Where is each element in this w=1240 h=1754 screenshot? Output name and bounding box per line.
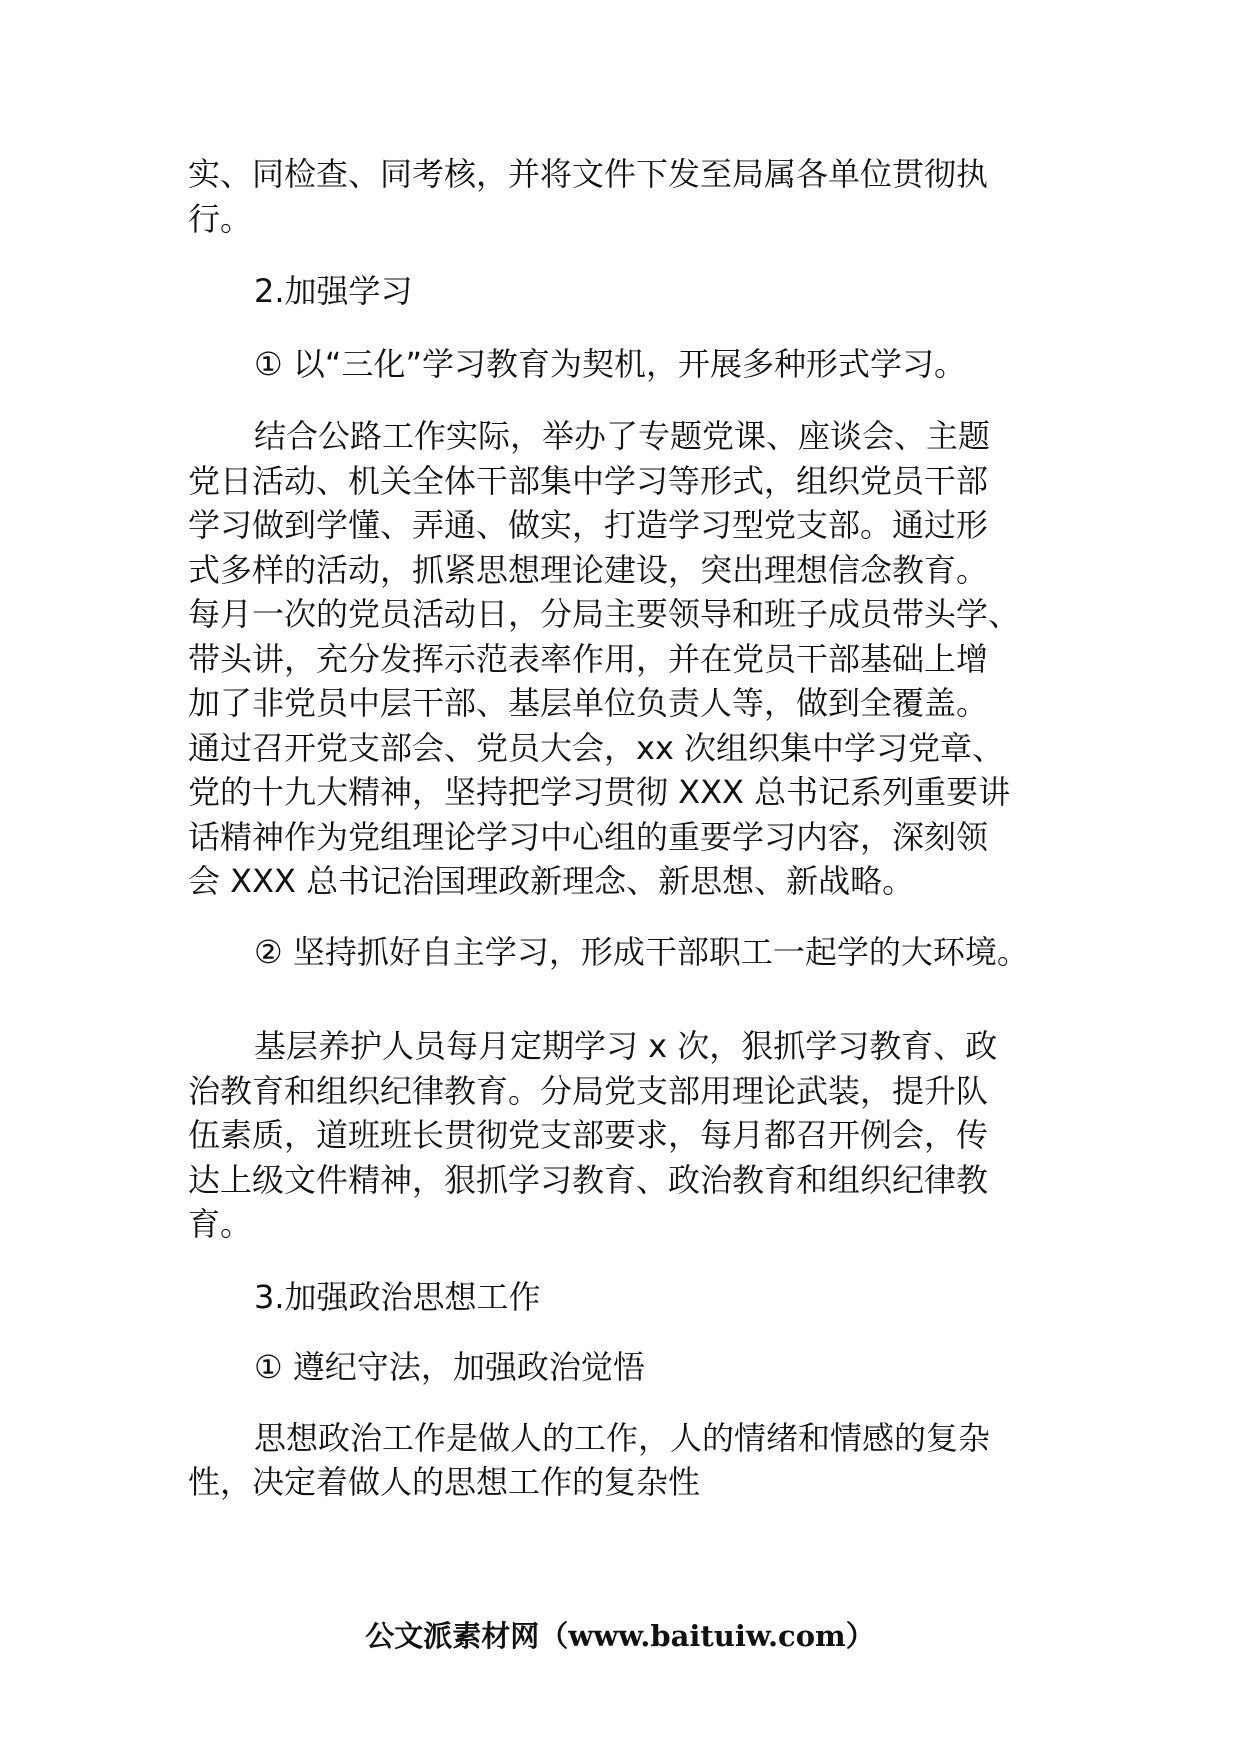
paragraph-grassroots-study: 基层养护人员每月定期学习 x 次，狠抓学习教育、政 治教育和组织纪律教育。分局党支部用理论武装，提升队 伍素质，道班班长贯彻党支部要求，每月都召开例会，传 达上级文件精神，狠抓学习教育、政治教育和组织纪律教 育。 xyxy=(188,1027,998,1243)
footer-source-text: 公文派素材网（www.baituiw.com） xyxy=(365,1619,875,1653)
subheading-abide-law: ① 遵纪守法，加强政治觉悟 xyxy=(254,1348,645,1386)
paragraph-learning-activities: 结合公路工作实际，举办了专题党课、座谈会、主题 党日活动、机关全体干部集中学习等形式，组织党员干部 学习做到学懂、弄通、做实，打造学习型党支部。通过形 式多样的活动，抓紧思想理论建设，突出理想信念教育。 每月一次的党员活动日，分局主要领导和班子成员带头学、 带头讲，充分发挥示范表率作用，并在党员干部基础上增 加了非党员中层干部、基层单位负责人等，做到全覆盖。 通过召开党支部会、党员大会，xx 次组织集中学习党章、 党的十九大精神，坚持把学习贯彻 XXX 总书记系列重要讲 话精神作为党组理论学习中心组的重要学习内容，深刻领 会 XXX 总书记治国理政新理念、新思想、新战略。 xyxy=(188,417,1021,900)
section-heading-learning: 2.加强学习 xyxy=(254,272,413,310)
document-body xyxy=(188,152,1050,1505)
paragraph-continuation: 实、同检查、同考核，并将文件下发至局属各单位贯彻执 行。 xyxy=(188,155,989,238)
paragraph-ideological-work: 思想政治工作是做人的工作，人的情绪和情感的复杂 性，决定着做人的思想工作的复杂性 xyxy=(188,1418,991,1501)
section-heading-political-work: 3.加强政治思想工作 xyxy=(254,1277,541,1316)
subheading-three-transformations: ① 以“三化”学习教育为契机，开展多种形式学习。 xyxy=(254,344,967,383)
subheading-self-study: ② 坚持抓好自主学习，形成干部职工一起学的大环境。 xyxy=(254,932,1029,971)
